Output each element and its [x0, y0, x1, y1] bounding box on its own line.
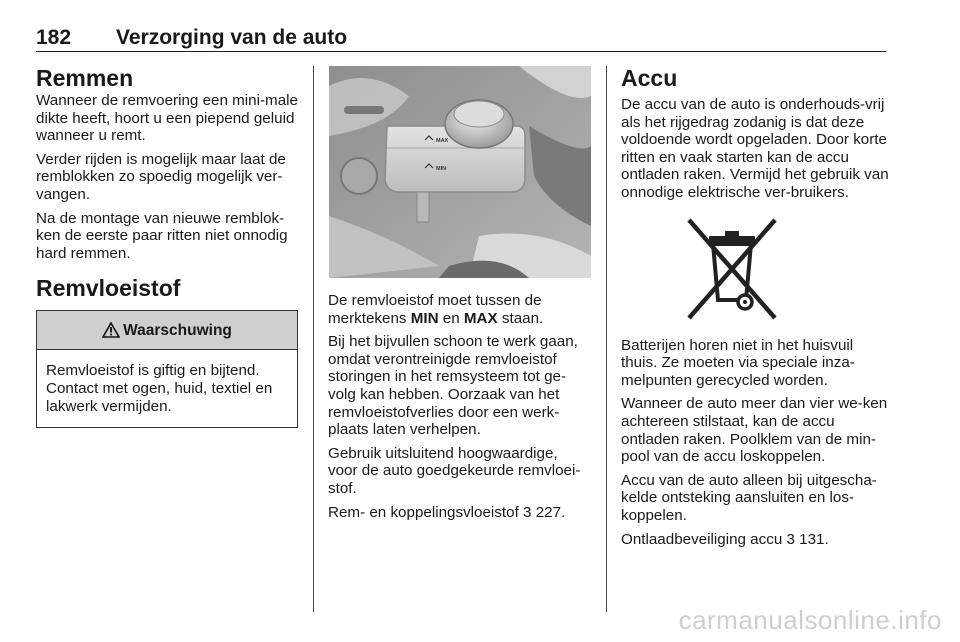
- page-ref-arrow: 3: [523, 503, 532, 521]
- paragraph: De remvloeistof moet tussen de merktekens MIN en MAX staan.: [328, 292, 544, 327]
- max-mark: MAX: [436, 138, 449, 144]
- cross-reference: Rem- en koppelingsvloeistof 3 227.: [328, 503, 566, 521]
- cross-reference: Ontlaadbeveiliging accu 3 131.: [621, 530, 829, 548]
- column-divider: [313, 66, 314, 612]
- column-divider: [606, 66, 607, 612]
- column-battery: [621, 64, 889, 554]
- min-mark: MIN: [436, 166, 447, 172]
- column-brake-fluid: [328, 292, 590, 527]
- warning-header: [37, 311, 297, 350]
- heading-remvloeistof: Remvloeistof: [36, 275, 181, 302]
- warning-triangle-icon: [102, 322, 120, 338]
- heading-remmen: Remmen: [36, 65, 134, 91]
- paragraph: Accu van de auto alleen bij uitgescha-kelde ontsteking aansluiten en los-koppelen.: [621, 471, 877, 524]
- heading-accu: Accu: [621, 65, 678, 91]
- warning-box: [36, 310, 298, 428]
- paragraph: Wanneer de auto meer dan vier we-ken achtereen stilstaat, kan de accu ontladen raken. Poolklem van de min-pool van de accu loskoppelen.: [621, 395, 888, 466]
- warning-title: Waarschuwing: [123, 321, 232, 339]
- paragraph: Wanneer de remvoering een mini-male dikte heeft, hoort u een piepend geluid wanneer u remt.: [36, 92, 298, 145]
- paragraph: Gebruik uitsluitend hoogwaardige, voor de auto goedgekeurde remvloei-stof.: [328, 444, 581, 497]
- column-brakes: [36, 64, 298, 428]
- paragraph: Verder rijden is mogelijk maar laat de remblokken zo spoedig mogelijk ver-vangen.: [36, 150, 286, 203]
- page-number: 182: [36, 26, 72, 49]
- paragraph: Batterijen horen niet in het huisvuil thuis. Ze moeten via speciale inza-melpunten gerecycled worden.: [621, 336, 855, 389]
- page-title: Verzorging van de auto: [116, 26, 348, 49]
- page-header: [36, 26, 886, 52]
- crossed-out-bin-icon: [677, 218, 787, 323]
- watermark: carmanualsonline.info: [678, 605, 942, 635]
- warning-text: Remvloeistof is giftig en bijtend. Contact met ogen, huid, textiel en lakwerk vermijden.: [46, 362, 273, 415]
- paragraph: Na de montage van nieuwe remblok-ken de eerste paar ritten niet onnodig hard remmen.: [36, 209, 288, 262]
- brake-fluid-reservoir-photo: [329, 66, 591, 278]
- page-ref-arrow: 3: [786, 530, 795, 548]
- paragraph: De accu van de auto is onderhouds-vrij als het rijgedrag zodanig is dat deze voldoende wordt opgeladen. Door korte ritten en vaak starten kan de accu ontladen raken. Vermijd het gebruik van onnodige elektrische ver-bruikers.: [621, 96, 889, 201]
- paragraph: Bij het bijvullen schoon te werk gaan, omdat verontreinigde remvloeistof storingen in het remsysteem tot ge-volg kan hebben. Oorzaak van het remvloeistofverlies door een werk-plaats laten verhelpen.: [328, 333, 578, 439]
